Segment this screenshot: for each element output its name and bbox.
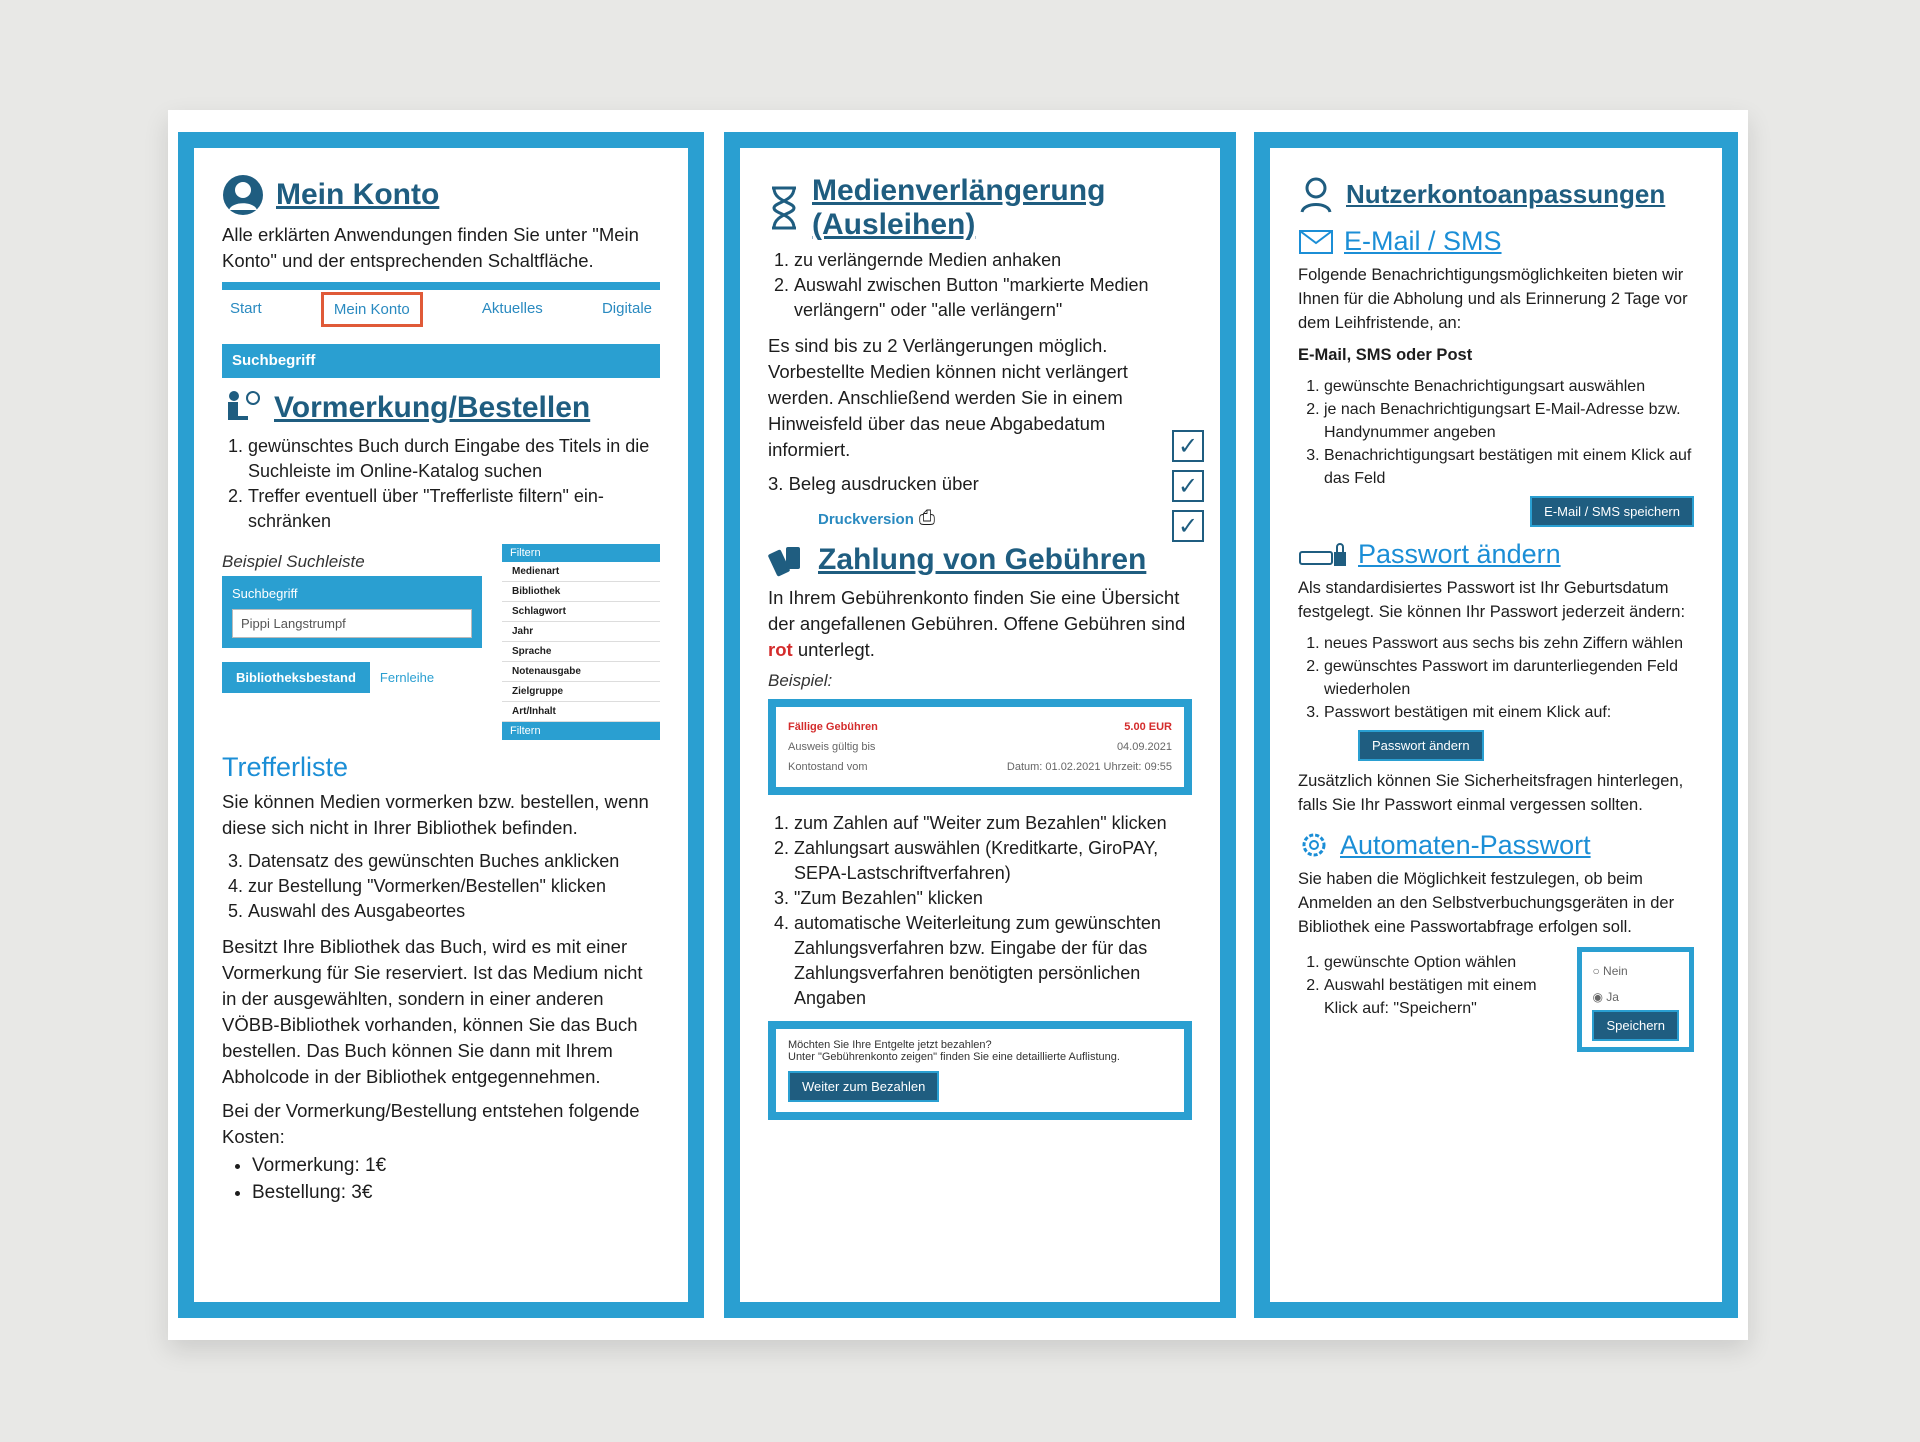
nav-item-aktuelles: Aktuelles xyxy=(481,300,543,317)
email-title: E-Mail / SMS xyxy=(1344,226,1502,256)
nav-item-digitale: Digitale xyxy=(601,300,652,317)
automaten-text: Sie haben die Möglichkeit festzulegen, ob beim Anmelden an den Selbstverbuchungsgeräten in der Bibliothek eine Passwortabfrage erfolgen soll. xyxy=(1298,870,1675,936)
filter-header: Filtern xyxy=(502,544,660,562)
reader-clock-icon xyxy=(222,388,262,428)
example-label: Beispiel Suchleiste xyxy=(222,552,365,571)
list-item: 3. "Zum Bezahlen" klicken xyxy=(794,886,1192,911)
trefferliste-text: Sie können Medien vormerken bzw. bestellen, wenn diese sich nicht in Ihrer Bibliothek befinden. xyxy=(222,791,649,838)
gebuehren-heading xyxy=(768,541,1192,579)
nav-item-mein-konto: Mein Konto xyxy=(321,292,423,327)
automaten-options xyxy=(1577,947,1694,1052)
printer-icon: ⎙ xyxy=(919,507,936,529)
password-change-button: Passwort ändern xyxy=(1358,730,1484,761)
filter-item: Jahr xyxy=(502,622,660,642)
filter-item: Bibliothek xyxy=(502,582,660,602)
vormerkung-title: Vormerkung/Bestellen xyxy=(274,391,591,424)
search-example xyxy=(222,544,660,740)
list-item: 1. gewünschte Option wählen xyxy=(1324,951,1563,974)
automaten-row xyxy=(1298,947,1694,1052)
payment-icon xyxy=(768,541,806,579)
search-mock-field: Pippi Langstrumpf xyxy=(232,609,472,638)
automaten-steps xyxy=(1298,951,1563,1020)
print-step: 3. Beleg ausdrucken über xyxy=(768,473,979,494)
pay-button: Weiter zum Bezahlen xyxy=(788,1071,939,1102)
nav-search-bar: Suchbegriff xyxy=(222,344,660,378)
support-agent-icon xyxy=(1298,174,1334,214)
table-row xyxy=(788,757,1172,777)
radio-nein: ○ Nein xyxy=(1592,964,1628,978)
list-item: 2. gewünschtes Passwort im darunterliegenden Feld wiederholen xyxy=(1324,655,1694,701)
gear-icon xyxy=(1298,829,1330,861)
password-lock-icon xyxy=(1298,540,1348,570)
checkmark-icon: ✓ xyxy=(1172,430,1204,462)
automaten-heading xyxy=(1298,829,1694,861)
print-link-row xyxy=(768,505,1192,533)
checkmark-icon: ✓ xyxy=(1172,470,1204,502)
reservation-paragraph: Besitzt Ihre Bibliothek das Buch, wird es mit einer Vormerkung für Sie reserviert. Ist das Medium nicht in der ausgewählten, sondern in einer anderen VÖBB-Bibliothek vorhanden, können Sie das Buch bestellen. Das Buch können Sie dann mit Ihrem Abholcode in der Bibliothek entgegennehmen. xyxy=(222,936,643,1087)
filter-item: Zielgruppe xyxy=(502,682,660,702)
password-heading xyxy=(1298,539,1694,570)
tab-bibliotheksbestand: Bibliotheksbestand xyxy=(222,662,370,693)
filter-item: Medienart xyxy=(502,562,660,582)
radio-yes-label: Ja xyxy=(1606,990,1619,1004)
nav-top-line xyxy=(222,282,660,290)
list-item: 1. gewünschtes Buch durch Eingabe des Titels in die Suchleiste im Online-Katalog suchen xyxy=(248,434,660,484)
automaten-title: Automaten-Passwort xyxy=(1340,829,1591,860)
email-icon xyxy=(1298,227,1334,257)
filter-item: Art/Inhalt xyxy=(502,702,660,722)
panel-medien xyxy=(724,132,1236,1318)
list-item: 3. Passwort bestätigen mit einem Klick auf: xyxy=(1324,701,1694,724)
verlaengerung-heading xyxy=(768,174,1192,242)
mein-konto-intro: Alle erklärten Anwendungen finden Sie unter "Mein Konto" und der entsprechenden Schaltfläche. xyxy=(222,224,639,271)
search-example-left xyxy=(222,544,482,740)
email-heading xyxy=(1298,226,1694,257)
fee-value: 04.09.2021 xyxy=(1116,741,1172,753)
list-item: 5. Auswahl des Ausgabeortes xyxy=(248,899,660,924)
password-title: Passwort ändern xyxy=(1358,539,1561,569)
password-button-row xyxy=(1298,730,1694,761)
list-item: 3. Datensatz des gewünschten Buches anklicken xyxy=(248,849,660,874)
email-text: Folgende Benachrichtigungsmöglichkeiten bieten wir Ihnen für die Abholung und als Erinnerung 2 Tage vor dem Leihfristende, an: xyxy=(1298,266,1688,332)
email-save-button: E-Mail / SMS speichern xyxy=(1530,496,1694,527)
nutzerkonto-heading xyxy=(1298,174,1694,214)
list-item: 1. zum Zahlen auf "Weiter zum Bezahlen" klicken xyxy=(794,811,1192,836)
fees-text-a: In Ihrem Gebührenkonto finden Sie eine Übersicht der angefallenen Gebühren. Offene Gebühren sind xyxy=(768,587,1186,634)
radio-ja: ◉ Ja xyxy=(1592,990,1619,1004)
list-item: 3. Benachrichtigungsart bestätigen mit einem Klick auf das Feld xyxy=(1324,444,1694,490)
costs-list xyxy=(222,1152,660,1206)
tab-fernleihe: Fernleihe xyxy=(379,670,435,685)
nav-tabs xyxy=(222,300,660,327)
fee-value: 5.00 EUR xyxy=(1124,721,1172,733)
password-steps xyxy=(1298,632,1694,724)
list-item: 2. Auswahl bestätigen mit einem Klick auf: "Speichern" xyxy=(1324,974,1563,1020)
fee-label: Fällige Gebühren xyxy=(788,721,878,733)
filter-item: Sprache xyxy=(502,642,660,662)
fee-label: Kontostand vom xyxy=(788,761,868,773)
nav-item-start: Start xyxy=(230,300,262,317)
list-item: 2. Treffer eventuell über "Trefferliste filtern" ein-schränken xyxy=(248,484,660,534)
list-item: 4. automatische Weiterleitung zum gewünschten Zahlungsverfahren bzw. Eingabe der für das Zahlungsverfahren benötigten persönlichen Angaben xyxy=(794,911,1192,1011)
search-mock-label: Suchbegriff xyxy=(232,586,298,601)
mein-konto-heading xyxy=(222,174,660,216)
vormerkung-steps-a xyxy=(222,434,660,534)
fees-red-word: rot xyxy=(768,639,793,660)
save-button: Speichern xyxy=(1592,1010,1679,1041)
filter-item: Schlagwort xyxy=(502,602,660,622)
nutzerkonto-title: Nutzerkontoanpassungen xyxy=(1346,178,1666,209)
user-icon xyxy=(222,174,264,216)
nav-mockup xyxy=(222,282,660,378)
email-button-row xyxy=(1298,496,1694,527)
list-item: 2. Zahlungsart auswählen (Kreditkarte, GiroPAY, SEPA-Lastschriftverfahren) xyxy=(794,836,1192,886)
email-options: E-Mail, SMS oder Post xyxy=(1298,346,1473,364)
panel-mein-konto xyxy=(178,132,704,1318)
table-row xyxy=(788,717,1172,737)
fees-table xyxy=(768,699,1192,795)
list-item: 1. zu verlängernde Medien anhaken xyxy=(794,248,1192,273)
table-row xyxy=(788,737,1172,757)
payment-question: Möchten Sie Ihre Entgelte jetzt bezahlen? xyxy=(788,1039,992,1051)
vormerkung-heading xyxy=(222,388,660,428)
list-item: 4. zur Bestellung "Vormerken/Bestellen" klicken xyxy=(248,874,660,899)
fees-example-label: Beispiel: xyxy=(768,671,833,690)
password-text: Als standardisiertes Passwort ist Ihr Geburtsdatum festgelegt. Sie können Ihr Passwort jederzeit ändern: xyxy=(1298,579,1686,621)
radio-no-label: Nein xyxy=(1603,964,1628,978)
list-item: 2. je nach Benachrichtigungsart E-Mail-Adresse bzw. Handynummer angeben xyxy=(1324,398,1694,444)
list-item: • Bestellung: 3€ xyxy=(252,1179,660,1206)
fees-text-b: unterlegt. xyxy=(797,639,875,660)
verlaengerung-title: Medienverlängerung (Ausleihen) xyxy=(812,174,1106,241)
hourglass-icon xyxy=(768,186,800,230)
payment-hint: Unter "Gebührenkonto zeigen" finden Sie eine detaillierte Auflistung. xyxy=(788,1051,1120,1063)
email-steps xyxy=(1298,375,1694,490)
list-item: 2. Auswahl zwischen Button "markierte Medien verlängern" oder "alle verlängern" xyxy=(794,273,1192,323)
payment-steps xyxy=(768,811,1192,1011)
list-item: 1. gewünschte Benachrichtigungsart auswählen xyxy=(1324,375,1694,398)
catalog-tabs xyxy=(222,662,482,693)
costs-intro: Bei der Vormerkung/Bestellung entstehen folgende Kosten: xyxy=(222,1100,640,1147)
trefferliste-title: Trefferliste xyxy=(222,752,349,782)
verlaengerung-steps xyxy=(768,248,1192,323)
filter-list xyxy=(502,544,660,740)
checkbox-group xyxy=(1172,430,1204,542)
print-link: Druckversion xyxy=(818,511,914,528)
panel-nutzerkonto xyxy=(1254,132,1738,1318)
list-item: 1. neues Passwort aus sechs bis zehn Ziffern wählen xyxy=(1324,632,1694,655)
filter-item: Notenausgabe xyxy=(502,662,660,682)
list-item: • Vormerkung: 1€ xyxy=(252,1152,660,1179)
verlaengerung-info: Es sind bis zu 2 Verlängerungen möglich. Vorbestellte Medien können nicht verlängert werden. Anschließend werden Sie in einem Hinweisfeld über das neue Abgabedatum informiert. xyxy=(768,335,1128,460)
flyer xyxy=(168,110,1748,1340)
gebuehren-title: Zahlung von Gebühren xyxy=(818,543,1147,576)
fee-value: Datum: 01.02.2021 Uhrzeit: 09:55 xyxy=(1006,761,1172,773)
fee-label: Ausweis gültig bis xyxy=(788,741,876,753)
gebuehren-text xyxy=(768,585,1192,663)
payment-prompt xyxy=(768,1021,1192,1120)
filter-footer: Filtern xyxy=(502,722,660,740)
checkmark-icon: ✓ xyxy=(1172,510,1204,542)
search-mock xyxy=(222,576,482,648)
mein-konto-title: Mein Konto xyxy=(276,178,440,211)
password-extra: Zusätzlich können Sie Sicherheitsfragen hinterlegen, falls Sie Ihr Passwort einmal vergessen sollten. xyxy=(1298,772,1684,814)
vormerkung-steps-b xyxy=(222,849,660,924)
